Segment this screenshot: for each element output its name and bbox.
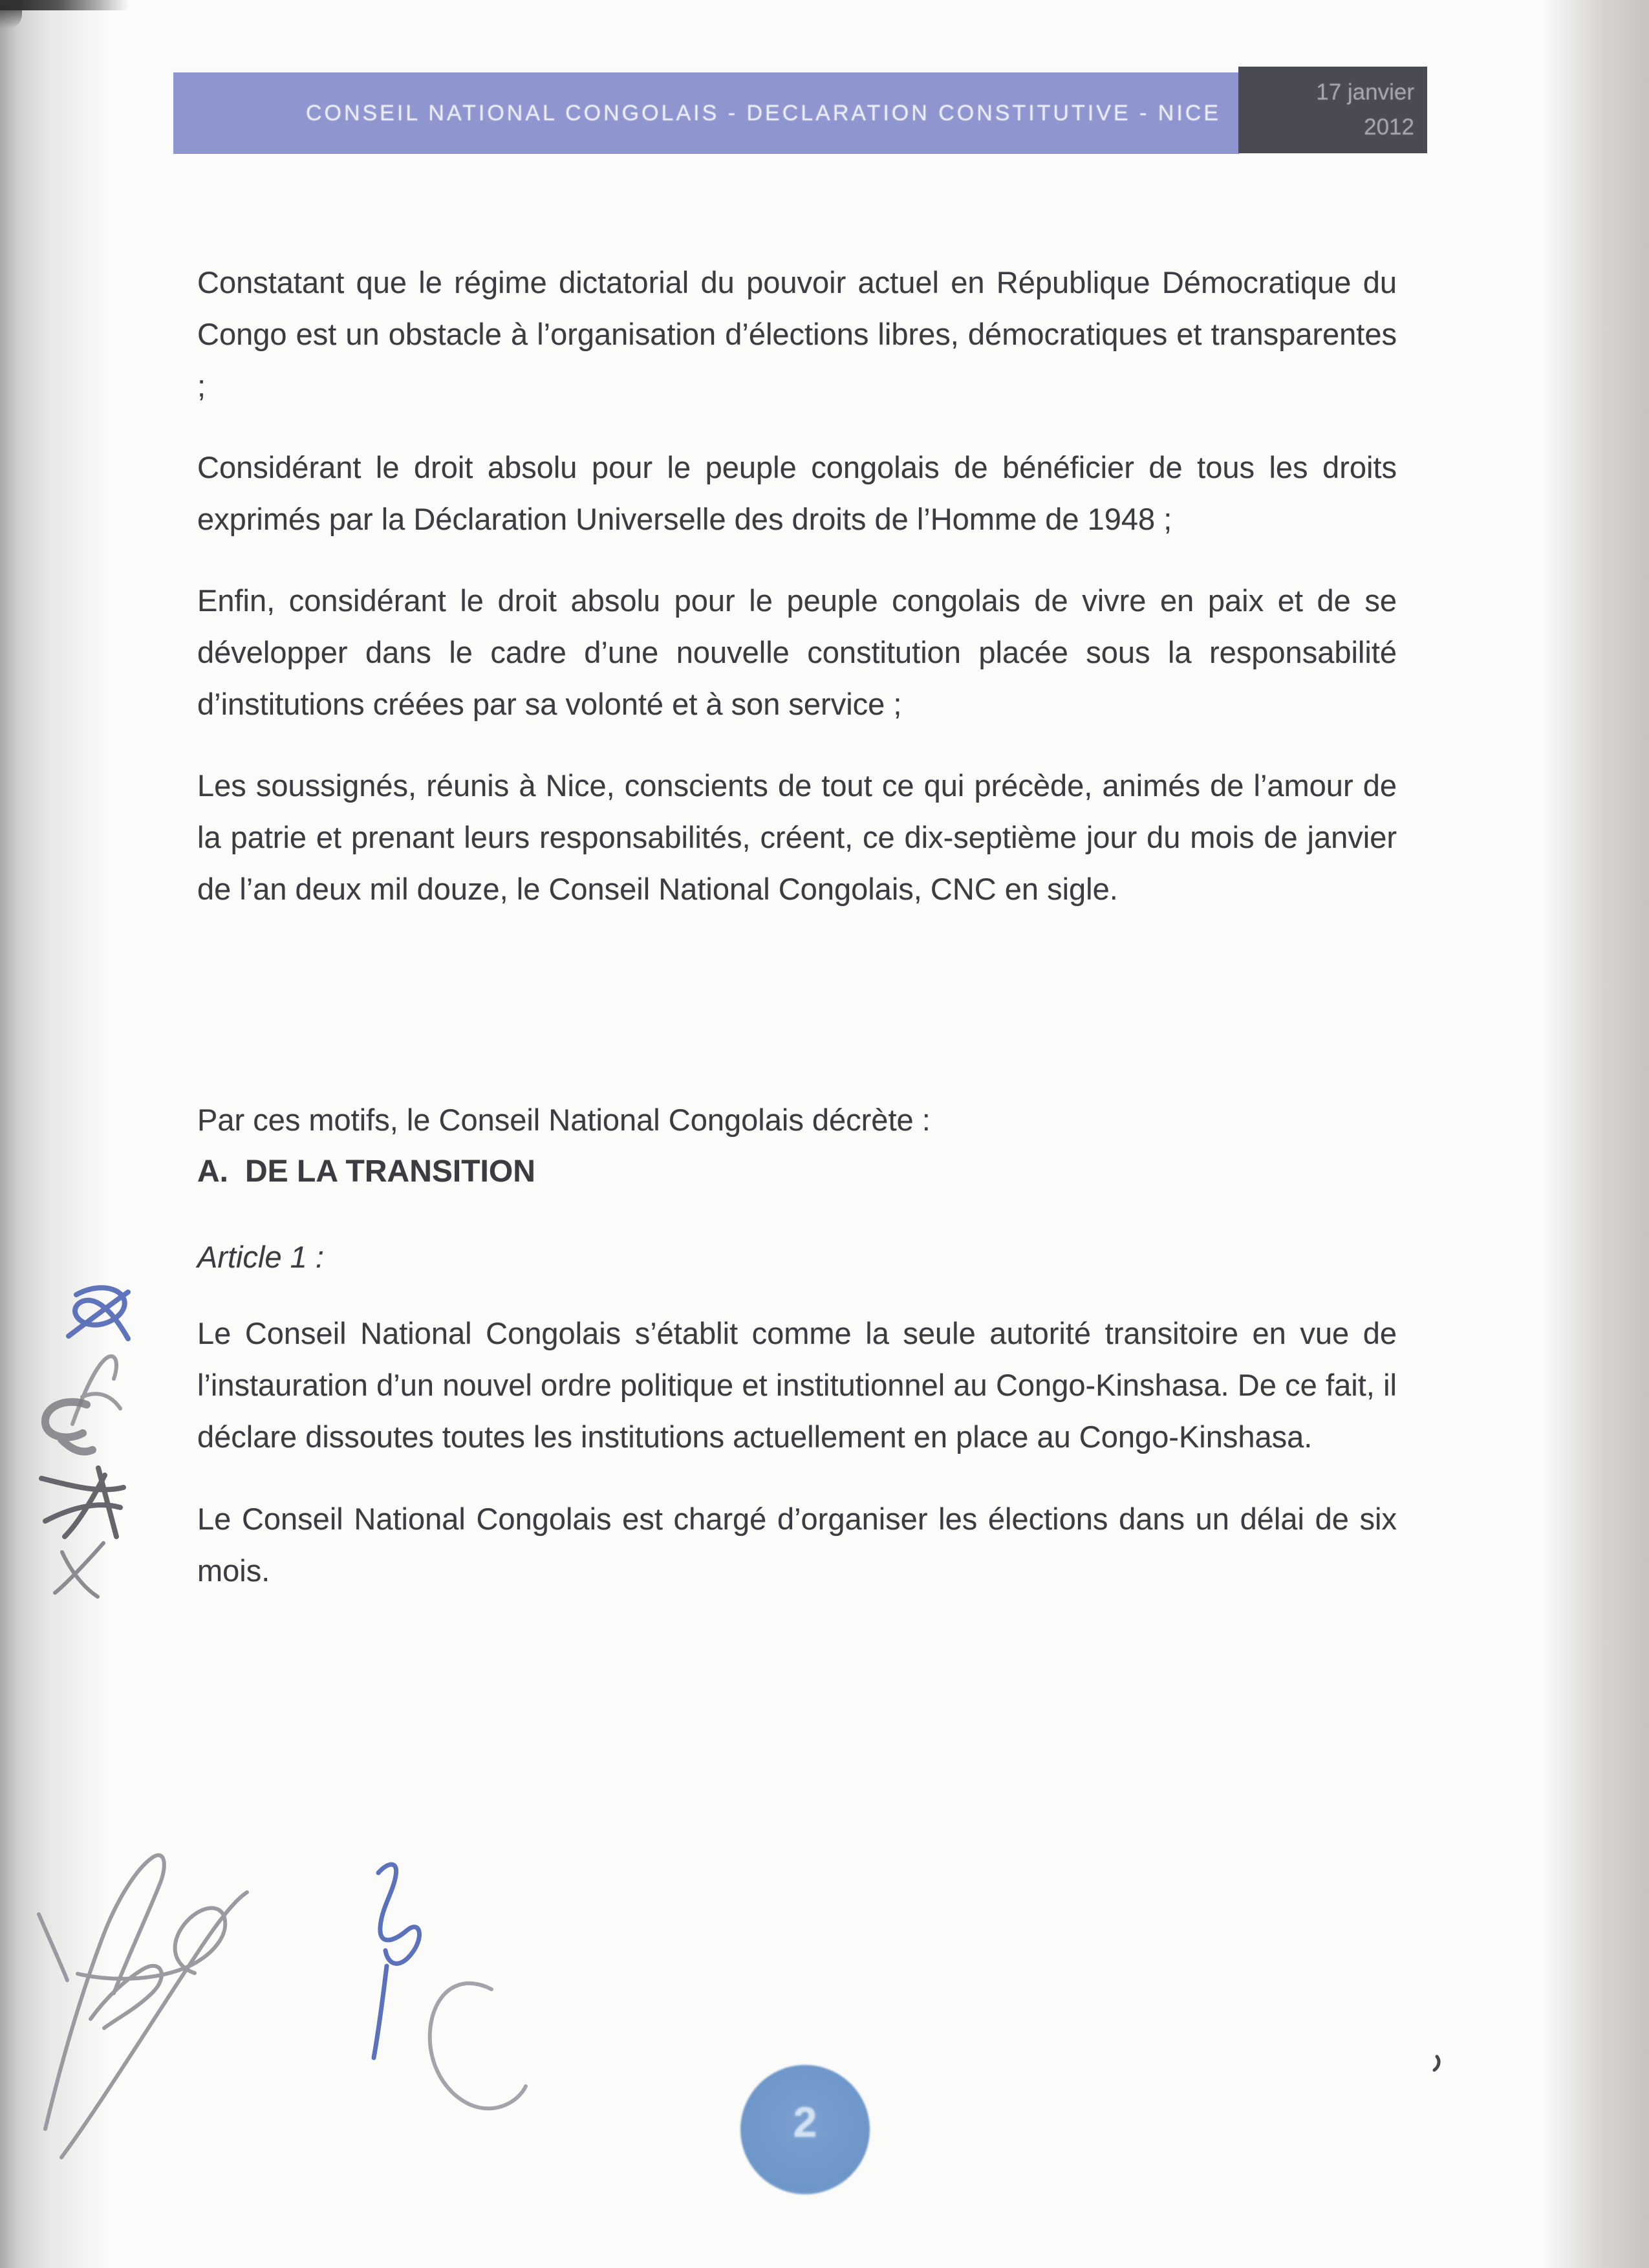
article-1-paragraph-2: Le Conseil National Congolais est chargé d’organiser les élections dans un délai de six mois. bbox=[197, 1502, 1397, 1588]
article-1-paragraph-1: Le Conseil National Congolais s’établit comme la seule autorité transitoire en vue de l’instauration d’un nouvel ordre politique et institutionnel au Congo-Kinshasa. De ce fait, il déclare dissoutes toutes les institutions actuellement en place au Congo-Kinshasa. bbox=[197, 1316, 1397, 1454]
section-letter: A. bbox=[197, 1154, 228, 1189]
blue-ink-flourish-icon bbox=[374, 1864, 420, 2058]
header-date-year: 2012 bbox=[1364, 114, 1414, 140]
section-title: DE LA TRANSITION bbox=[245, 1154, 535, 1189]
pencil-c-curl-icon bbox=[430, 1983, 526, 2109]
header-band bbox=[173, 72, 1239, 154]
blue-ink-initial-icon bbox=[69, 1288, 128, 1339]
scan-corner-shadow bbox=[0, 0, 129, 10]
section-heading-transition bbox=[197, 1146, 1397, 1198]
header-date-day: 17 janvier bbox=[1316, 80, 1414, 105]
document-body bbox=[197, 257, 1397, 1597]
pencil-initial-crossed-icon bbox=[41, 1468, 124, 1537]
article-1-label: Article 1 : bbox=[197, 1240, 324, 1274]
pencil-initial-a-icon bbox=[72, 1356, 120, 1424]
page-number: 2 bbox=[793, 2098, 817, 2146]
ink-speck-icon bbox=[1434, 2057, 1439, 2070]
pencil-signature-icon bbox=[39, 1855, 247, 2157]
page-number-badge bbox=[740, 2065, 870, 2194]
paragraph-considerant-3: Enfin, considérant le droit absolu pour le peuple congolais de vivre en paix et de se développer dans le cadre d’une nouvelle constitution placée sous la responsabilité d’institutions créées par sa volonté et à son service ; bbox=[197, 583, 1397, 721]
paragraph-considerant-2: Considérant le droit absolu pour le peuple congolais de bénéficier de tous les droits exprimés par la Déclaration Universelle des droits de l’Homme de 1948 ; bbox=[197, 450, 1397, 536]
pencil-tail-icon bbox=[55, 1543, 103, 1597]
scan-edge-shadow bbox=[1542, 0, 1649, 2268]
paragraph-considerant-1: Constatant que le régime dictatorial du pouvoir actuel en République Démocratique du Congo est un obstacle à l’organisation d’élections libres, démocratiques et transparentes ; bbox=[197, 265, 1397, 403]
paragraph-soussignes: Les soussignés, réunis à Nice, conscients de tout ce qui précède, animés de l’amour de la patrie et prenant leurs responsabilités, créent, ce dix-septième jour du mois de janvier de l’an deux mil douze, le Conseil National Congolais, CNC en sigle. bbox=[197, 768, 1397, 906]
pencil-smudge-icon bbox=[45, 1402, 92, 1452]
header-title: CONSEIL NATIONAL CONGOLAIS - DECLARATION CONSTITUTIVE - NICE bbox=[305, 100, 1221, 125]
paragraph-motifs: Par ces motifs, le Conseil National Congolais décrète : bbox=[197, 1103, 931, 1137]
book-spine-shadow bbox=[0, 0, 110, 2268]
header-date-box bbox=[1238, 67, 1427, 153]
